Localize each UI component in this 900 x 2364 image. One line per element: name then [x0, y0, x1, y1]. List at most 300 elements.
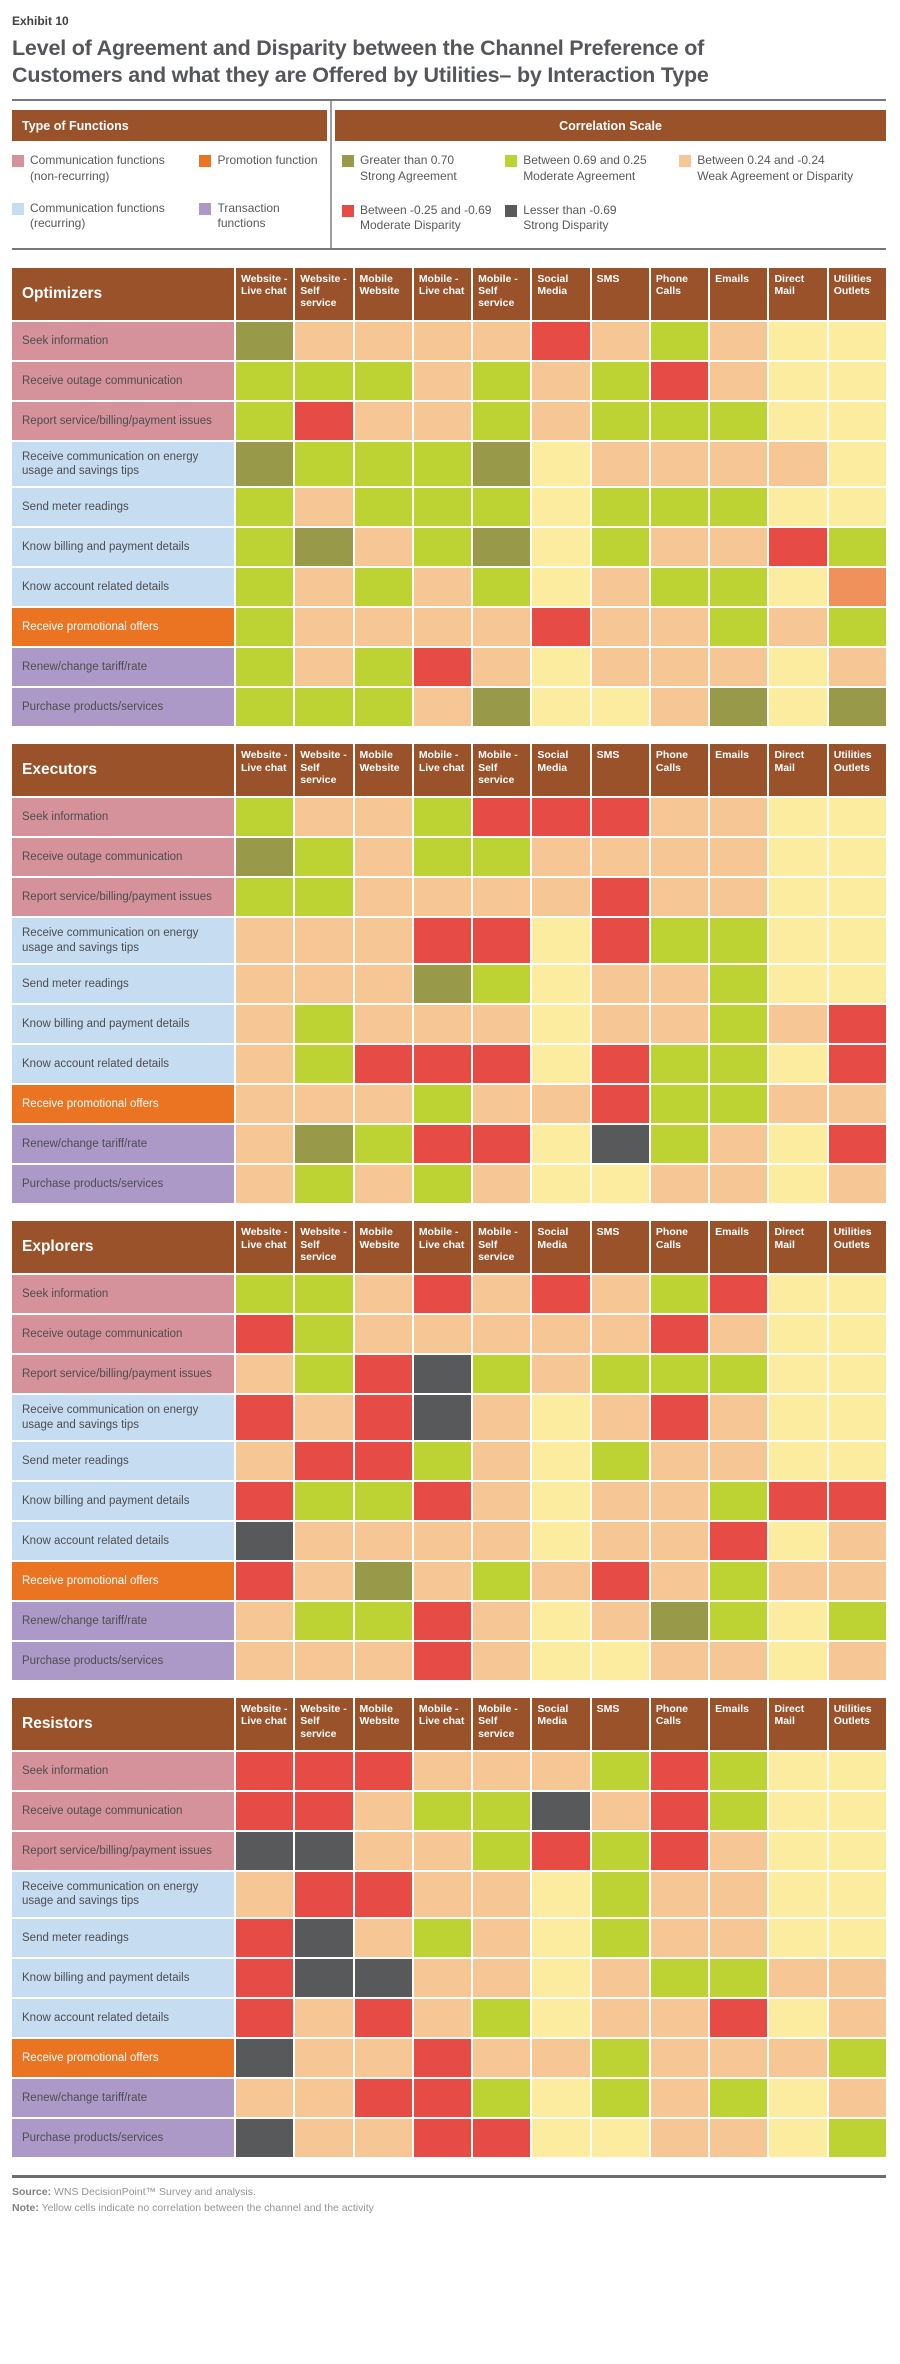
legend-divider — [12, 248, 886, 250]
heatmap-cell — [532, 608, 589, 646]
heatmap-cell — [295, 1085, 352, 1123]
scale-item-label: Between 0.69 and 0.25 Moderate Agreement — [523, 153, 647, 183]
heatmap-cell — [532, 1872, 589, 1917]
heatmap-cell — [414, 1642, 471, 1680]
heatmap-cell — [710, 322, 767, 360]
heatmap-cell — [710, 1999, 767, 2037]
scale-item-label: Between 0.24 and -0.24 Weak Agreement or Disparity — [697, 153, 854, 183]
scale-item — [505, 203, 679, 234]
heatmap-cell — [769, 2119, 826, 2157]
heatmap-cell — [473, 798, 530, 836]
row-label: Report service/billing/payment issues — [12, 402, 234, 440]
heatmap-cell — [592, 1275, 649, 1313]
row-label: Receive outage communication — [12, 1792, 234, 1830]
heatmap-cell — [414, 1562, 471, 1600]
heatmap-cell — [473, 1275, 530, 1313]
heatmap-cell — [829, 1919, 886, 1957]
heatmap-cell — [532, 648, 589, 686]
row-label: Know billing and payment details — [12, 1482, 234, 1520]
heatmap-cell — [236, 878, 293, 916]
heatmap-cell — [592, 1482, 649, 1520]
heatmap-cell — [592, 608, 649, 646]
heatmap-cell — [592, 322, 649, 360]
heatmap-cell — [651, 442, 708, 487]
heatmap-cell — [829, 1522, 886, 1560]
heatmap-cell — [829, 1315, 886, 1353]
heatmap-cell — [651, 1315, 708, 1353]
heatmap-cell — [769, 488, 826, 526]
heatmap-cell — [710, 1872, 767, 1917]
heatmap-cell — [355, 1395, 412, 1440]
heatmap-cell — [295, 1752, 352, 1790]
note-line — [12, 2200, 886, 2216]
legend-function-types — [12, 141, 327, 245]
heatmap-cell — [829, 1165, 886, 1203]
heatmap-cell — [355, 838, 412, 876]
heatmap-cell — [769, 1562, 826, 1600]
heatmap-cell — [829, 1752, 886, 1790]
heatmap-cell — [355, 362, 412, 400]
row-label: Know billing and payment details — [12, 1005, 234, 1043]
row-label: Report service/billing/payment issues — [12, 1355, 234, 1393]
heatmap-cell — [829, 362, 886, 400]
heatmap-cell — [592, 688, 649, 726]
executors-table — [12, 744, 886, 1203]
heatmap-cell — [710, 1522, 767, 1560]
heatmap-cell — [414, 1832, 471, 1870]
heatmap-cell — [710, 1919, 767, 1957]
heatmap-cell — [769, 688, 826, 726]
heatmap-cell — [592, 1752, 649, 1790]
heatmap-cell — [592, 838, 649, 876]
heatmap-cell — [829, 2039, 886, 2077]
heatmap-cell — [236, 1275, 293, 1313]
heatmap-cell — [355, 402, 412, 440]
column-header: Social Media — [532, 1698, 589, 1750]
heatmap-cell — [355, 2039, 412, 2077]
function-type — [12, 201, 195, 232]
heatmap-cell — [355, 1482, 412, 1520]
heatmap-cell — [651, 488, 708, 526]
heatmap-cell — [236, 442, 293, 487]
heatmap-cell — [769, 442, 826, 487]
heatmap-cell — [414, 878, 471, 916]
heatmap-cell — [592, 1315, 649, 1353]
heatmap-cell — [532, 1522, 589, 1560]
heatmap-cell — [769, 568, 826, 606]
heatmap-cell — [651, 648, 708, 686]
heatmap-cell — [295, 878, 352, 916]
heatmap-cell — [295, 402, 352, 440]
heatmap-cell — [414, 2039, 471, 2077]
row-label: Receive communication on energy usage and savings tips — [12, 1395, 234, 1440]
heatmap-cell — [769, 1315, 826, 1353]
heatmap-cell — [414, 1919, 471, 1957]
heatmap-cell — [532, 1275, 589, 1313]
column-header: Emails — [710, 268, 767, 320]
heatmap-cell — [295, 688, 352, 726]
function-type — [199, 153, 327, 184]
heatmap-cell — [710, 1562, 767, 1600]
heatmap-cell — [829, 1999, 886, 2037]
heatmap-cell — [414, 1482, 471, 1520]
heatmap-cell — [829, 488, 886, 526]
row-label: Renew/change tariff/rate — [12, 1125, 234, 1163]
heatmap-cell — [769, 1752, 826, 1790]
heatmap-cell — [651, 1355, 708, 1393]
heatmap-cell — [769, 402, 826, 440]
heatmap-cell — [769, 1045, 826, 1083]
function-type-label: Transaction functions — [217, 200, 280, 231]
page-title-line1: Level of Agreement and Disparity between the Channel Preference of — [12, 36, 705, 60]
heatmap-cell — [651, 568, 708, 606]
function-type-swatch — [199, 155, 211, 167]
heatmap-cell — [295, 1919, 352, 1957]
resistors-table — [12, 1698, 886, 2157]
column-header: Website - Self service — [295, 1698, 352, 1750]
heatmap-cell — [355, 1085, 412, 1123]
heatmap-cell — [295, 2079, 352, 2117]
function-type-swatch — [12, 203, 24, 215]
heatmap-cell — [710, 1482, 767, 1520]
heatmap-cell — [473, 838, 530, 876]
function-type — [12, 153, 195, 184]
heatmap-cell — [295, 362, 352, 400]
heatmap-cell — [295, 1482, 352, 1520]
heatmap-cell — [414, 322, 471, 360]
heatmap-cell — [473, 1085, 530, 1123]
heatmap-cell — [710, 798, 767, 836]
heatmap-cell — [295, 1355, 352, 1393]
column-header: Phone Calls — [651, 1698, 708, 1750]
row-label: Receive promotional offers — [12, 2039, 234, 2077]
heatmap-cell — [295, 1602, 352, 1640]
heatmap-cell — [710, 1045, 767, 1083]
heatmap-cell — [769, 362, 826, 400]
heatmap-cell — [473, 362, 530, 400]
heatmap-cell — [414, 1005, 471, 1043]
heatmap-cell — [651, 1872, 708, 1917]
heatmap-cell — [592, 2079, 649, 2117]
heatmap-cell — [236, 1919, 293, 1957]
heatmap-cell — [473, 568, 530, 606]
row-label: Report service/billing/payment issues — [12, 878, 234, 916]
heatmap-cell — [532, 1442, 589, 1480]
heatmap-cell — [592, 798, 649, 836]
heatmap-cell — [295, 1442, 352, 1480]
heatmap-cell — [829, 878, 886, 916]
function-type — [199, 201, 327, 232]
heatmap-cell — [592, 1045, 649, 1083]
heatmap-cell — [769, 1872, 826, 1917]
heatmap-cell — [532, 528, 589, 566]
heatmap-cell — [236, 2119, 293, 2157]
heatmap-cell — [592, 1562, 649, 1600]
row-label: Receive outage communication — [12, 838, 234, 876]
heatmap-cell — [295, 488, 352, 526]
heatmap-cell — [829, 1085, 886, 1123]
heatmap-cell — [473, 1999, 530, 2037]
heatmap-cell — [651, 362, 708, 400]
heatmap-cell — [829, 838, 886, 876]
heatmap-cell — [592, 1085, 649, 1123]
column-header: Phone Calls — [651, 744, 708, 796]
row-label: Know account related details — [12, 1999, 234, 2037]
heatmap-cell — [414, 1165, 471, 1203]
heatmap-cell — [473, 688, 530, 726]
heatmap-cell — [769, 1959, 826, 1997]
heatmap-cell — [532, 442, 589, 487]
heatmap-cell — [295, 568, 352, 606]
heatmap-cell — [532, 1919, 589, 1957]
column-header: SMS — [592, 1698, 649, 1750]
column-header: Mobile Website — [355, 1698, 412, 1750]
column-header: Website - Live chat — [236, 1698, 293, 1750]
column-header: Website - Live chat — [236, 268, 293, 320]
heatmap-cell — [710, 442, 767, 487]
row-label: Seek information — [12, 1752, 234, 1790]
heatmap-cell — [236, 648, 293, 686]
heatmap-cell — [355, 1125, 412, 1163]
heatmap-cell — [295, 838, 352, 876]
heatmap-cell — [355, 322, 412, 360]
column-header: Mobile - Live chat — [414, 1698, 471, 1750]
heatmap-cell — [473, 1442, 530, 1480]
heatmap-cell — [473, 442, 530, 487]
heatmap-cell — [651, 1125, 708, 1163]
heatmap-cell — [651, 528, 708, 566]
column-header: Mobile - Live chat — [414, 744, 471, 796]
heatmap-cell — [769, 1005, 826, 1043]
heatmap-cell — [769, 1522, 826, 1560]
heatmap-cell — [473, 1752, 530, 1790]
heatmap-cell — [532, 1165, 589, 1203]
scale-item — [679, 153, 886, 184]
column-header: SMS — [592, 1221, 649, 1273]
heatmap-cell — [532, 1959, 589, 1997]
column-header: Mobile - Live chat — [414, 268, 471, 320]
heatmap-cell — [414, 1395, 471, 1440]
heatmap-cell — [295, 798, 352, 836]
row-label: Receive communication on energy usage and savings tips — [12, 918, 234, 963]
heatmap-cell — [355, 568, 412, 606]
heatmap-cell — [710, 1085, 767, 1123]
heatmap-cell — [295, 1315, 352, 1353]
heatmap-cell — [829, 1355, 886, 1393]
heatmap-cell — [236, 688, 293, 726]
heatmap-cell — [473, 1919, 530, 1957]
heatmap-cell — [473, 1872, 530, 1917]
row-label: Renew/change tariff/rate — [12, 2079, 234, 2117]
heatmap-cell — [829, 322, 886, 360]
heatmap-cell — [769, 838, 826, 876]
heatmap-cell — [710, 1752, 767, 1790]
heatmap-cell — [592, 1642, 649, 1680]
column-header: Direct Mail — [769, 268, 826, 320]
heatmap-cell — [532, 1602, 589, 1640]
row-label: Report service/billing/payment issues — [12, 1832, 234, 1870]
heatmap-cell — [236, 965, 293, 1003]
heatmap-cell — [532, 688, 589, 726]
source-label: Source: — [12, 2185, 52, 2198]
heatmap-cell — [829, 918, 886, 963]
heatmap-cell — [710, 488, 767, 526]
heatmap-cell — [710, 568, 767, 606]
heatmap-cell — [295, 1395, 352, 1440]
column-header: Website - Live chat — [236, 744, 293, 796]
heatmap-cell — [355, 648, 412, 686]
heatmap-cell — [236, 798, 293, 836]
heatmap-cell — [295, 442, 352, 487]
row-label: Know billing and payment details — [12, 1959, 234, 1997]
heatmap-cell — [651, 1085, 708, 1123]
heatmap-cell — [532, 878, 589, 916]
heatmap-cell — [769, 322, 826, 360]
heatmap-cell — [769, 2039, 826, 2077]
heatmap-cell — [295, 1005, 352, 1043]
heatmap-cell — [829, 648, 886, 686]
heatmap-cell — [651, 1562, 708, 1600]
heatmap-cell — [651, 2039, 708, 2077]
row-label: Purchase products/services — [12, 1642, 234, 1680]
heatmap-cell — [414, 1315, 471, 1353]
heatmap-cell — [414, 1752, 471, 1790]
heatmap-cell — [414, 1045, 471, 1083]
heatmap-cell — [473, 1395, 530, 1440]
heatmap-cell — [236, 2079, 293, 2117]
heatmap-cell — [236, 488, 293, 526]
heatmap-cell — [829, 442, 886, 487]
heatmap-cell — [710, 1395, 767, 1440]
heatmap-cell — [473, 402, 530, 440]
heatmap-cell — [295, 1999, 352, 2037]
heatmap-cell — [414, 1125, 471, 1163]
heatmap-cell — [829, 1562, 886, 1600]
heatmap-cell — [236, 1792, 293, 1830]
heatmap-cell — [829, 1959, 886, 1997]
heatmap-cell — [532, 798, 589, 836]
heatmap-cell — [532, 2119, 589, 2157]
heatmap-cell — [473, 1602, 530, 1640]
heatmap-cell — [473, 1522, 530, 1560]
heatmap-cell — [473, 648, 530, 686]
heatmap-cell — [414, 1522, 471, 1560]
heatmap-cell — [355, 918, 412, 963]
heatmap-cell — [769, 1482, 826, 1520]
heatmap-cell — [532, 1562, 589, 1600]
heatmap-cell — [355, 1919, 412, 1957]
heatmap-cell — [592, 1919, 649, 1957]
row-label: Know account related details — [12, 1522, 234, 1560]
row-label: Receive communication on energy usage and savings tips — [12, 442, 234, 487]
function-type-label: Communication functions (non-recurring) — [30, 153, 165, 183]
table-title-optimizers: Optimizers — [12, 268, 234, 320]
heatmap-cell — [592, 568, 649, 606]
heatmap-cell — [592, 1602, 649, 1640]
heatmap-cell — [236, 1522, 293, 1560]
heatmap-cell — [592, 442, 649, 487]
heatmap-cell — [592, 878, 649, 916]
heatmap-cell — [829, 608, 886, 646]
heatmap-cell — [355, 798, 412, 836]
heatmap-cell — [414, 1275, 471, 1313]
heatmap-cell — [355, 1832, 412, 1870]
heatmap-cell — [236, 362, 293, 400]
scale-item — [342, 153, 505, 184]
heatmap-cell — [355, 1442, 412, 1480]
exhibit-label: Exhibit 10 — [12, 14, 69, 28]
heatmap-cell — [295, 1792, 352, 1830]
heatmap-cell — [414, 1792, 471, 1830]
heatmap-cell — [592, 1005, 649, 1043]
heatmap-cell — [355, 878, 412, 916]
table-title-executors: Executors — [12, 744, 234, 796]
heatmap-cell — [236, 608, 293, 646]
heatmap-cell — [414, 442, 471, 487]
column-header: Utilities Outlets — [829, 744, 886, 796]
heatmap-cell — [532, 1395, 589, 1440]
heatmap-cell — [532, 965, 589, 1003]
heatmap-cell — [769, 1919, 826, 1957]
heatmap-cell — [236, 2039, 293, 2077]
heatmap-cell — [532, 1482, 589, 1520]
function-type-swatch — [12, 155, 24, 167]
row-label: Renew/change tariff/rate — [12, 1602, 234, 1640]
heatmap-cell — [532, 1999, 589, 2037]
column-header: Phone Calls — [651, 268, 708, 320]
heatmap-cell — [355, 1999, 412, 2037]
page-title — [12, 35, 886, 88]
heatmap-cell — [651, 402, 708, 440]
heatmap-cell — [414, 1355, 471, 1393]
heatmap-cell — [355, 488, 412, 526]
heatmap-cell — [355, 1752, 412, 1790]
heatmap-cell — [473, 1005, 530, 1043]
row-label: Receive outage communication — [12, 1315, 234, 1353]
heatmap-cell — [295, 918, 352, 963]
heatmap-cell — [414, 568, 471, 606]
column-header: Direct Mail — [769, 1698, 826, 1750]
column-header: Social Media — [532, 1221, 589, 1273]
heatmap-cell — [414, 965, 471, 1003]
heatmap-cell — [295, 2119, 352, 2157]
heatmap-cell — [710, 1642, 767, 1680]
heatmap-cell — [473, 2079, 530, 2117]
heatmap-cell — [414, 402, 471, 440]
heatmap-cell — [236, 1442, 293, 1480]
heatmap-cell — [592, 1395, 649, 1440]
column-header: Mobile - Self service — [473, 1221, 530, 1273]
row-label: Purchase products/services — [12, 1165, 234, 1203]
heatmap-cell — [355, 1522, 412, 1560]
heatmap-cell — [829, 965, 886, 1003]
row-label: Purchase products/services — [12, 2119, 234, 2157]
heatmap-cell — [236, 1999, 293, 2037]
heatmap-cell — [532, 1085, 589, 1123]
heatmap-cell — [829, 1792, 886, 1830]
heatmap-cell — [651, 2079, 708, 2117]
page-title-line2: Customers and what they are Offered by Utilities– by Interaction Type — [12, 62, 709, 87]
heatmap-cell — [769, 798, 826, 836]
heatmap-cell — [769, 1165, 826, 1203]
heatmap-cell — [473, 1832, 530, 1870]
heatmap-cell — [829, 1642, 886, 1680]
heatmap-cell — [414, 1085, 471, 1123]
heatmap-cell — [651, 1482, 708, 1520]
heatmap-cell — [592, 1165, 649, 1203]
heatmap-cell — [236, 1562, 293, 1600]
heatmap-cell — [473, 528, 530, 566]
